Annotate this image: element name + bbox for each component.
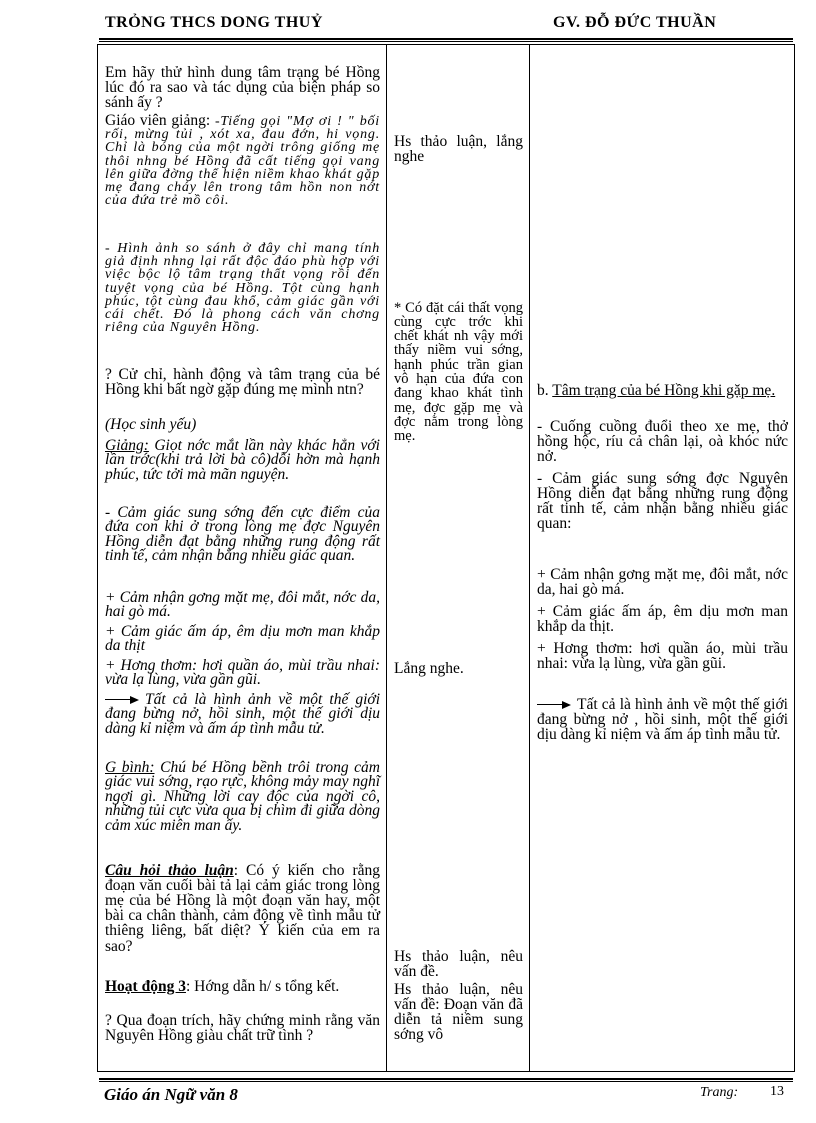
footer-rule-thin [99, 1081, 793, 1082]
content-line-2: - Cảm giác sung sớng đợc Nguyên Hồng diễn đạt bằng những rung động rất tinh tế, cảm nhận bằng nhiều giác quan: [537, 469, 788, 533]
section-b-title: b. Tâm trạng của bé Hồng khi gặp mẹ. [537, 381, 776, 399]
lecture-scent: + Hơng thơm: hơi quần áo, mùi trầu nhai: vừa lạ lùng, vừa gần gũi. [105, 656, 380, 689]
teacher-commentary: G bình: Chú bé Hồng bềnh trôi trong cảm giác vui sớng, rạo rực, không mảy may nghĩ ngợi gì. Những lời cay độc của ngời cô, những tủi cực vừa qua bị chìm đi giữa dòng cảm xúc miên man ấy. [105, 758, 380, 834]
question-3: ? Qua đoạn trích, hãy chứng minh rằng văn Nguyên Hồng giàu chất trữ tình ? [105, 1011, 380, 1044]
content-line-3: + Cảm nhận gơng mặt mẹ, đôi mắt, nớc da, hai gò má. [537, 565, 788, 598]
page-header [103, 10, 793, 36]
student-response-5: Hs thảo luận, nêu vấn đề: Đoạn văn đã diễn tả niềm sung sớng vô [394, 980, 523, 1044]
arrow-right-icon [105, 696, 139, 704]
content-line-6: Tất cả là hình ảnh về một thế giới đang bừng nở , hồi sinh, một thế giới dịu dàng kỉ niệm và ấm áp tình mẫu tử. [537, 695, 788, 743]
footer-title: Giáo án Ngữ văn 8 [104, 1085, 238, 1104]
lecture-warmth: + Cảm giác ấm áp, êm dịu mơn man khắp da thịt [105, 622, 380, 655]
student-response-3: Lắng nghe. [394, 659, 464, 677]
student-activity-column [387, 45, 530, 1071]
content-line-1: - Cuống cuồng đuổi theo xe mẹ, thở hồng hộc, ríu cả chân lại, oà khóc nức nở. [537, 417, 788, 465]
teacher-explanation-2: - Hình ảnh so sánh ở đây chỉ mang tính giả định nhng lại rất độc đáo phù hợp với việc bộc lộ tâm trạng thất vọng rồi đến tuyệt vọng của bé Hồng. Tột cùng hạnh phúc, tột cùng đau khổ, cảm giác gần với cái chết. Đó là phong cách văn chơng riêng của Nguyên Hồng. [105, 241, 380, 336]
question-2: ? Cử chỉ, hành động và tâm trạng của bé Hồng khi bất ngờ gặp đúng mẹ mình ntn? [105, 365, 380, 398]
student-response-2: * Có đặt cái thất vọng cùng cực trớc khi chết khát nh vậy mới thấy niềm vui sớng, hạnh phúc trần gian vô hạn của đứa con đang khao khát tình mẹ, đợc gặp mẹ và đợc nằm trong lòng mẹ. [394, 299, 523, 445]
teacher-name: GV. ĐỖ ĐỨC THUẦN [553, 14, 717, 31]
teacher-explanation: Giáo viên giảng: -Tiếng gọi "Mợ ơi ! " bối rối, mừng tủi , xót xa, đau đớn, hi vọng. Chỉ là bóng của một ngời trông giống mẹ thôi nhng bé Hồng đã cất tiếng gọi vang lên giữa đờng thể hiện niềm khao khát gặp mẹ đang cháy lên trong tâm hồn non nớt của đứa trẻ mồ côi. [105, 112, 380, 209]
lesson-table [97, 44, 795, 1072]
footer-page-label: Trang: [700, 1085, 739, 1100]
header-rule [99, 38, 793, 40]
student-response-1: Hs thảo luận, lắng nghe [394, 132, 523, 165]
lecture-giang: Giảng: Giọt nớc mắt lần này khác hẳn với lần trớc(khi trả lời bà cô)dỗi hờn mà hạnh phúc, tức tởi mà mãn nguyện. [105, 436, 380, 483]
content-line-4: + Cảm giác ấm áp, êm dịu mơn man khắp da thịt. [537, 602, 788, 635]
lecture-feelings: - Cảm giác sung sớng đến cực điểm của đứa con khi ở trong lòng mẹ đợc Nguyên Hồng diễn đạt bằng những rung động rất tinh tế, cảm nhận bằng nhiều giác quan. [105, 503, 380, 565]
student-response-4: Hs thảo luận, nêu vấn đề. [394, 947, 523, 980]
discussion-question: Câu hỏi thảo luận: Có ý kiến cho rằng đoạn văn cuối bài tả lại cảm giác trong lòng mẹ của bé Hồng là một đoạn văn hay, một bài ca chân thành, cảm động về tình mẫu tử thiêng liêng, bất diệt? Ý kiến của em ra sao? [105, 861, 380, 955]
activity-3: Hoạt động 3: Hớng dẫn h/ s tổng kết. [105, 977, 340, 995]
lecture-summary: Tất cả là hình ảnh về một thế giới đang bừng nở, hồi sinh, một thế giới dịu dàng kỉ niệm và ấm áp tình mẫu tử. [105, 690, 380, 737]
arrow-right-icon [537, 701, 571, 709]
page-number: 13 [770, 1084, 784, 1099]
header-rule-thin [99, 41, 793, 42]
content-line-5: + Hơng thơm: hơi quần áo, mùi trầu nhai: vừa lạ lùng, vừa gần gũi. [537, 639, 788, 672]
content-column [530, 45, 794, 1071]
school-name: TRỎNG THCS DONG THUỶ [105, 14, 323, 31]
question-2-note: (Học sinh yếu) [105, 415, 197, 433]
lecture-face: + Cảm nhận gơng mặt mẹ, đôi mắt, nớc da, hai gò má. [105, 588, 380, 621]
teacher-activity-column [98, 45, 387, 1071]
question-1: Em hãy thử hình dung tâm trạng bé Hồng lúc đó ra sao và tác dụng của biện pháp so sánh ấy ? [105, 63, 380, 111]
footer-rule [99, 1078, 793, 1080]
